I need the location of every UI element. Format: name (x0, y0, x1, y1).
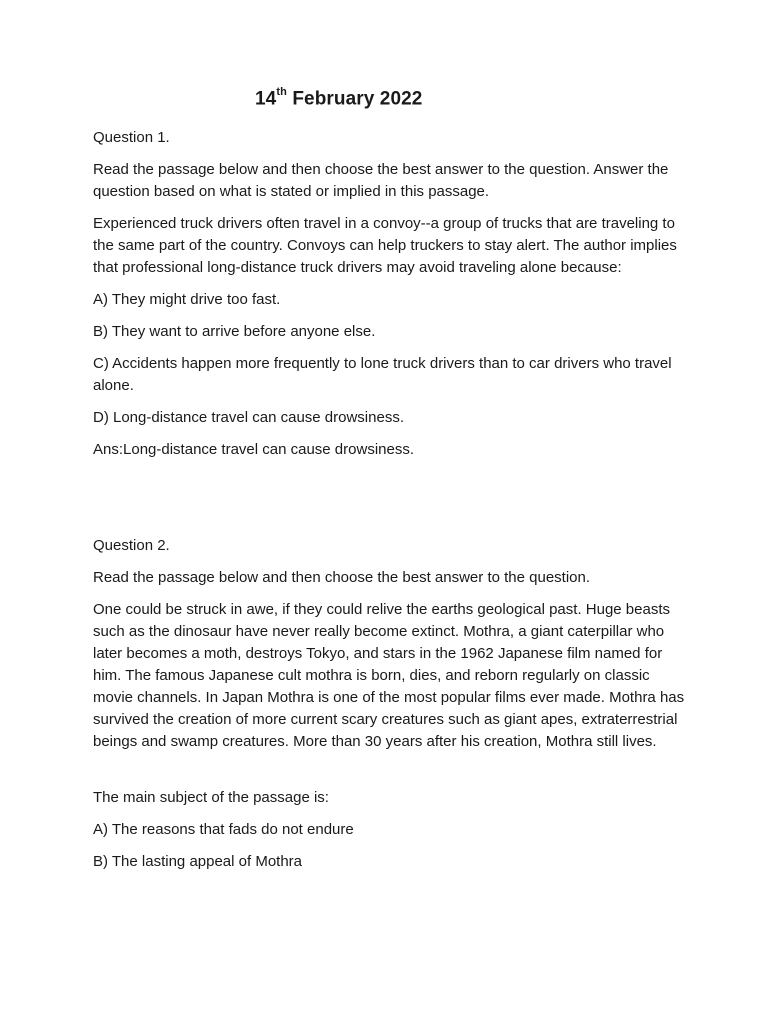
question-1-option-b: B) They want to arrive before anyone else. (93, 323, 376, 340)
question-1-option-d: D) Long-distance travel can cause drowsiness. (93, 409, 404, 426)
question-1-option-c: C) Accidents happen more frequently to lone truck drivers than to car drivers who travel alone. (93, 355, 672, 394)
date-suffix: th (276, 86, 287, 98)
question-2-instruction: Read the passage below and then choose the best answer to the question. (93, 569, 591, 586)
date-day: 14 (255, 88, 277, 110)
question-1 (93, 127, 693, 461)
date-rest: February 2022 (286, 88, 423, 110)
question-1-answer: Ans:Long-distance travel can cause drowsiness. (93, 441, 415, 458)
question-2 (93, 535, 693, 873)
question-2-prompt: The main subject of the passage is: (93, 789, 329, 806)
question-1-heading: Question 1. (93, 129, 170, 146)
question-2-option-a: A) The reasons that fads do not endure (93, 821, 354, 838)
question-2-passage: One could be struck in awe, if they could relive the earths geological past. Huge beasts such as the dinosaur have never really become extinct. Mothra, a giant caterpillar who later becomes a moth, destroys Tokyo, and stars in the 1962 Japanese film named for him. The famous Japanese cult mothra is born, dies, and reborn regularly on classic movie channels. In Japan Mothra is one of the most popular films ever made. Mothra has survived the creation of more current scary creatures such as giant apes, extraterrestrial beings and swamp creatures. More than 30 years after his creation, Mothra still lives. (93, 601, 685, 750)
question-1-option-a: A) They might drive too fast. (93, 291, 281, 308)
question-1-instruction: Read the passage below and then choose the best answer to the question. Answer the question based on what is stated or implied in this passage. (93, 161, 669, 200)
question-1-passage: Experienced truck drivers often travel in a convoy--a group of trucks that are traveling to the same part of the country. Convoys can help truckers to stay alert. The author implies that professional long-distance truck drivers may avoid traveling alone because: (93, 215, 677, 276)
section-spacer (93, 471, 693, 535)
passage-spacer (93, 763, 693, 787)
question-2-heading: Question 2. (93, 537, 170, 554)
document-body (93, 127, 693, 883)
document-date-title (255, 88, 422, 110)
question-2-option-b: B) The lasting appeal of Mothra (93, 853, 303, 870)
